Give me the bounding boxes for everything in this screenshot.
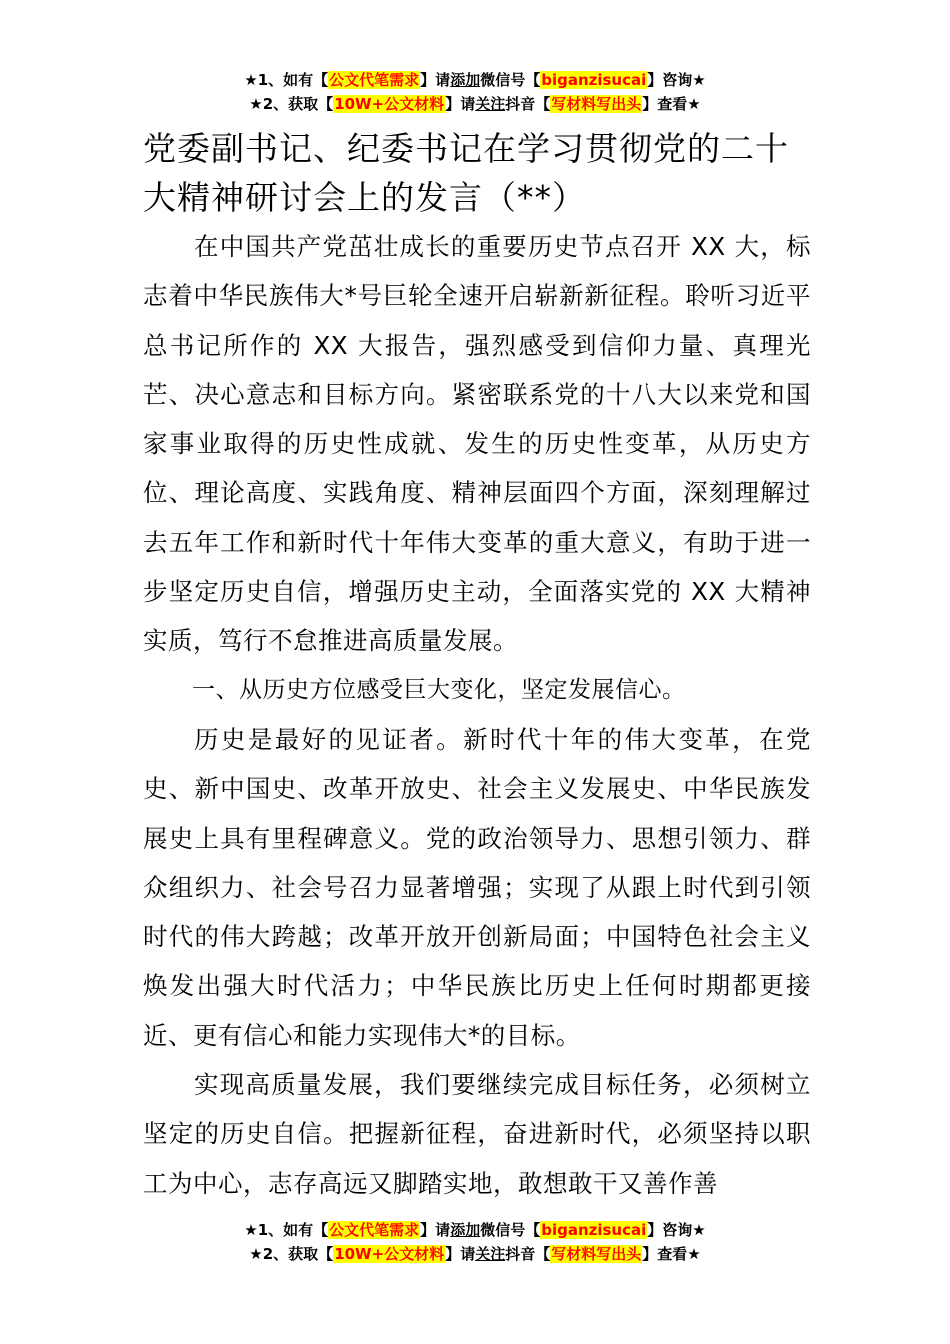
banner-underlined-add: 添加: [450, 71, 481, 89]
top-banner: [0, 68, 950, 116]
banner-highlight-douyin-account: 写材料写出头: [551, 1245, 642, 1263]
banner-line-2-text-b: 抖音【: [505, 95, 551, 113]
banner-line-2-text-a: 】请: [445, 1245, 476, 1263]
banner-line-2-text-a: 】请: [445, 95, 476, 113]
banner-highlight-materials: 10W+公文材料: [334, 1245, 445, 1263]
banner-underlined-follow: 关注: [475, 1245, 506, 1263]
banner-highlight-service: 公文代笔需求: [329, 1221, 420, 1239]
banner-line-1-suffix: 】咨询★: [647, 1221, 706, 1239]
banner-line-1-text-b: 微信号【: [480, 71, 541, 89]
banner-line-1-prefix: ★1、如有【: [244, 71, 329, 89]
banner-line-1: [0, 1218, 950, 1242]
banner-highlight-douyin-account: 写材料写出头: [551, 95, 642, 113]
paragraph-history: 历史是最好的见证者。新时代十年的伟大变革，在党史、新中国史、改革开放史、社会主义发展史、中华民族发展史上具有里程碑意义。党的政治领导力、思想引领力、群众组织力、社会号召力显著增强；实现了从跟上时代到引领时代的伟大跨越；改革开放开创新局面；中国特色社会主义焕发出强大时代活力；中华民族比历史上任何时期都更接近、更有信心和能力实现伟大*的目标。: [143, 724, 811, 1050]
bottom-banner: [0, 1218, 950, 1266]
paragraph-intro: 在中国共产党茁壮成长的重要历史节点召开 XX 大，标志着中华民族伟大*号巨轮全速开启崭新新征程。聆听习近平总书记所作的 XX 大报告，强烈感受到信仰力量、真理光芒、决心意志和目标方向。紧密联系党的十八大以来党和国家事业取得的历史性成就、发生的历史性变革，从历史方位、理论高度、实践角度、精神层面四个方面，深刻理解过去五年工作和新时代十年伟大变革的重大意义，有助于进一步坚定历史自信，增强历史主动，全面落实党的 XX 大精神实质，笃行不怠推进高质量发展。: [143, 232, 811, 656]
banner-underlined-add: 添加: [450, 1221, 481, 1239]
banner-highlight-wechat-id: biganzisucai: [541, 1221, 647, 1239]
banner-underlined-follow: 关注: [475, 95, 506, 113]
banner-line-1-text-a: 】请: [420, 1221, 451, 1239]
banner-line-2-text-b: 抖音【: [505, 1245, 551, 1263]
banner-line-2-prefix: ★2、获取【: [249, 95, 334, 113]
banner-line-2: [0, 1242, 950, 1266]
banner-line-1-text-a: 】请: [420, 71, 451, 89]
banner-highlight-materials: 10W+公文材料: [334, 95, 445, 113]
banner-line-1: [0, 68, 950, 92]
banner-line-1-text-b: 微信号【: [480, 1221, 541, 1239]
document-title: 党委副书记、纪委书记在学习贯彻党的二十大精神研讨会上的发言（**）: [143, 129, 789, 217]
banner-highlight-wechat-id: biganzisucai: [541, 71, 647, 89]
document-body: [143, 222, 811, 1208]
banner-line-1-prefix: ★1、如有【: [244, 1221, 329, 1239]
banner-line-2-suffix: 】查看★: [642, 1245, 701, 1263]
banner-line-2-suffix: 】查看★: [642, 95, 701, 113]
banner-line-1-suffix: 】咨询★: [647, 71, 706, 89]
banner-highlight-service: 公文代笔需求: [329, 71, 420, 89]
section-heading-1: 一、从历史方位感受巨大变化，坚定发展信心。: [192, 676, 686, 703]
banner-line-2: [0, 92, 950, 116]
banner-line-2-prefix: ★2、获取【: [249, 1245, 334, 1263]
paragraph-development: 实现高质量发展，我们要继续完成目标任务，必须树立坚定的历史自信。把握新征程，奋进新时代，必须坚持以职工为中心，志存高远又脚踏实地，敢想敢干又善作善: [143, 1070, 811, 1198]
